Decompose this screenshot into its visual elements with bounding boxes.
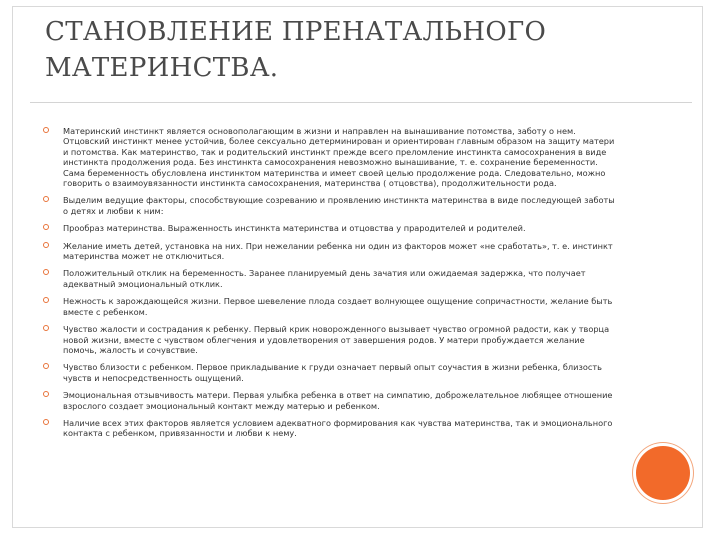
bullet-text: Наличие всех этих факторов является условием адекватного формирования как чувства материнства, так и эмоционального контакта с ребенком, привязанности и любви к нему. bbox=[63, 417, 613, 439]
bullet-ring-icon bbox=[43, 242, 49, 248]
bullet-item bbox=[40, 268, 620, 289]
title-line-1: СТАНОВЛЕНИЕ ПРЕНАТАЛЬНОГО bbox=[45, 17, 547, 47]
bullet-ring-icon bbox=[43, 325, 49, 331]
bullet-ring-icon bbox=[43, 269, 49, 275]
title-line-2: МАТЕРИНСТВА. bbox=[45, 53, 279, 83]
bullet-ring-icon bbox=[43, 224, 49, 230]
bullet-item bbox=[40, 390, 620, 411]
bullet-list bbox=[40, 126, 620, 446]
bullet-text: Нежность к зарождающейся жизни. Первое шевеление плода создает волнующее ощущение сопричастности, желание быть вместе с ребенком. bbox=[63, 296, 613, 317]
bullet-item bbox=[40, 241, 620, 262]
bullet-item bbox=[40, 126, 620, 188]
bullet-item bbox=[40, 362, 620, 383]
bullet-item bbox=[40, 296, 620, 317]
bullet-ring-icon bbox=[43, 127, 49, 133]
bullet-text: Прообраз материнства. Выраженность инстинкта материнства и отцовства у прародителей и родителей. bbox=[63, 223, 526, 234]
bullet-text: Положительный отклик на беременность. Заранее планируемый день зачатия или ожидаемая задержка, что получает адекватный эмоциональный отклик. bbox=[63, 268, 586, 289]
decorative-circle-icon bbox=[636, 446, 690, 500]
bullet-text: Эмоциональная отзывчивость матери. Первая улыбка ребенка в ответ на симпатию, доброжелательное любящее отношение взрослого создает эмоциональный контакт между матерью и ребенком. bbox=[63, 390, 613, 411]
title-divider bbox=[30, 102, 692, 103]
bullet-text: Чувство близости с ребенком. Первое прикладывание к груди означает первый опыт соучастия в жизни ребенка, близость чувств и непосредственность ощущений. bbox=[63, 362, 602, 383]
bullet-item bbox=[40, 418, 620, 439]
bullet-ring-icon bbox=[43, 391, 49, 397]
bullet-text: Чувство жалости и сострадания к ребенку. Первый крик новорожденного вызывает чувство огромной радости, как у творца новой жизни, вместе с чувством облегчения и удовлетворения от завершения родов. У матери пробуждается желание помочь, жалость и сочувствие. bbox=[63, 324, 610, 355]
bullet-text: Выделим ведущие факторы, способствующие созреванию и проявлению инстинкта материнства в виде последующей заботы о детях и любви к ним: bbox=[63, 195, 615, 216]
bullet-ring-icon bbox=[43, 196, 49, 202]
bullet-item bbox=[40, 223, 620, 233]
bullet-ring-icon bbox=[43, 363, 49, 369]
bullet-item bbox=[40, 195, 620, 216]
bullet-text: Материнский инстинкт является основополагающим в жизни и направлен на вынашивание потомства, заботу о нем. Отцовский инстинкт менее устойчив, более сексуально детерминирован и ориентирован главным образом на защиту матери и потомства. Как материнство, так и родительский инстинкт прежде всего преломление инстинкта самосохранения в виде инстинкта продолжения рода. Без инстинкта самосохранения невозможно вынашивание, т. е. сохранение беременности. Сама беременность обусловлена инстинктом материнства и имеет своей целью продолжение рода. Следовательно, можно говорить о взаимоувязанности инстинкта самосохранения, материнства ( отцовства), продолжительности рода. bbox=[63, 126, 615, 189]
bullet-text: Желание иметь детей, установка на них. При нежелании ребенка ни один из факторов может «не сработать», т. е. инстинкт материнства может не отключиться. bbox=[63, 240, 613, 262]
bullet-ring-icon bbox=[43, 297, 49, 303]
bullet-item bbox=[40, 324, 620, 355]
slide-title bbox=[45, 14, 645, 86]
bullet-ring-icon bbox=[43, 419, 49, 425]
